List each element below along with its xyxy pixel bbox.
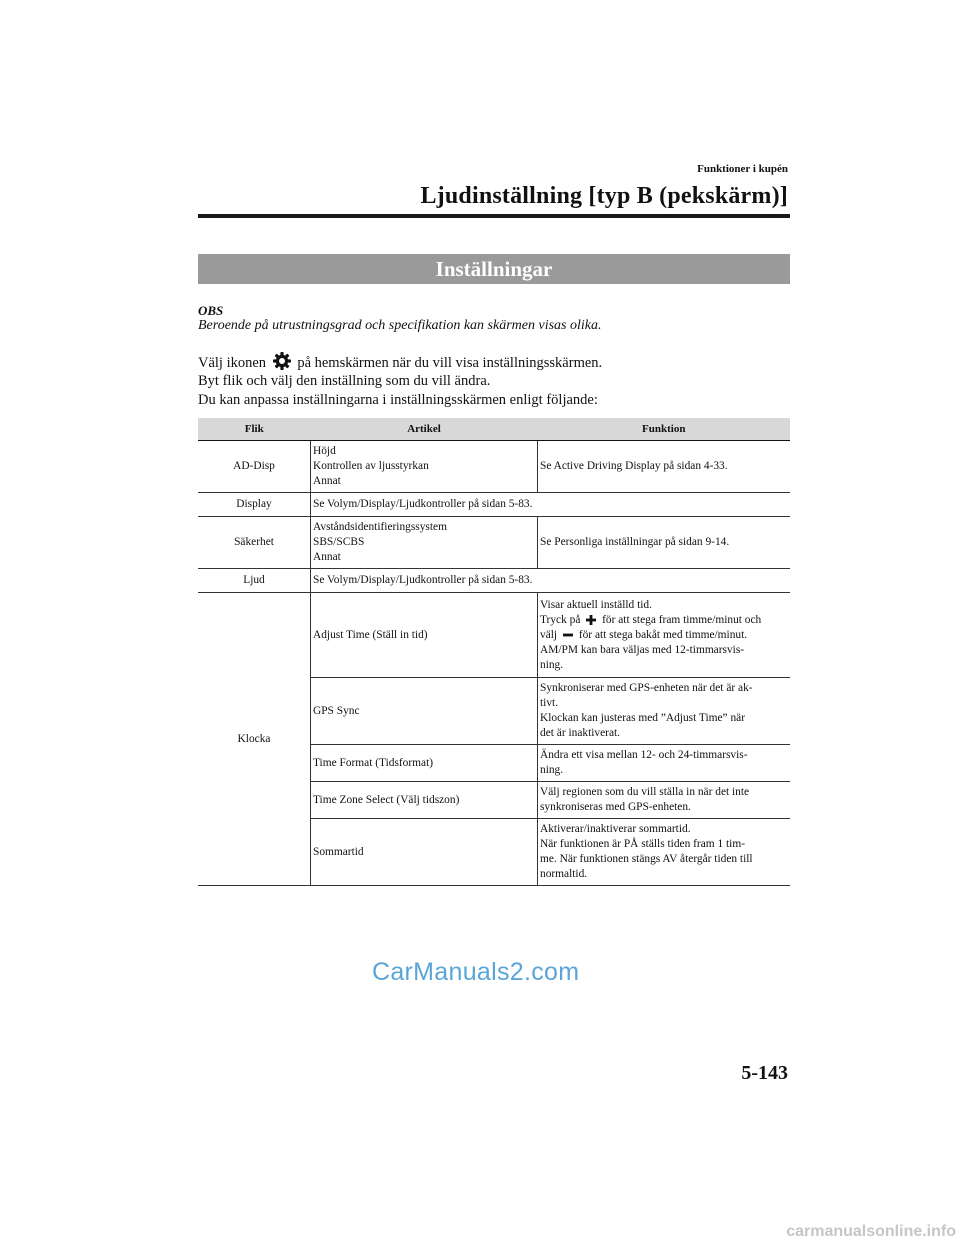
- artikel-item: Kontrollen av ljusstyrkan: [313, 460, 429, 472]
- funktion-cell: [538, 593, 791, 678]
- funktion-text: välj: [540, 628, 558, 641]
- watermark-logo: CarManuals2.com: [372, 958, 580, 986]
- intro-line-1-start: Välj ikonen: [198, 355, 267, 371]
- header-artikel: Artikel: [311, 418, 538, 441]
- artikel-cell: Sommartid: [311, 819, 538, 886]
- artikel-cell: [311, 517, 538, 569]
- merged-cell: Se Volym/Display/Ljudkontroller på sidan 5-83.: [311, 493, 791, 517]
- funktion-line: ning.: [540, 658, 564, 671]
- funktion-text: för att stega bakåt med timme/minut.: [578, 628, 748, 641]
- header-rule: [198, 214, 790, 218]
- settings-gear-icon: [272, 351, 292, 371]
- funktion-line: Aktiverar/inaktiverar sommartid.: [540, 823, 691, 835]
- page-number: 5-143: [741, 1062, 788, 1084]
- table-row: [198, 517, 790, 569]
- table-header-row: [198, 418, 790, 441]
- funktion-cell: Se Personliga inställningar på sidan 9-14.: [538, 517, 791, 569]
- table-row: [198, 569, 790, 593]
- artikel-item: Annat: [313, 475, 341, 487]
- flik-cell: Säkerhet: [198, 517, 311, 569]
- funktion-line: me. När funktionen stängs AV återgår tiden till: [540, 853, 753, 865]
- intro-line-2: Byt flik och välj den inställning som du vill ändra.: [198, 373, 491, 389]
- funktion-line: det är inaktiverat.: [540, 727, 621, 739]
- artikel-item: Höjd: [313, 445, 336, 457]
- artikel-item: Annat: [313, 551, 341, 563]
- funktion-line: Välj regionen som du vill ställa in när det inte: [540, 786, 750, 798]
- running-header-section: Funktioner i kupén: [697, 163, 788, 175]
- merged-cell: Se Volym/Display/Ljudkontroller på sidan 5-83.: [311, 569, 791, 593]
- table-row: [198, 593, 790, 678]
- table-row: [198, 493, 790, 517]
- funktion-text: Tryck på: [540, 613, 581, 626]
- table-row: [198, 441, 790, 493]
- intro-line-1: [198, 351, 602, 372]
- header-funktion: Funktion: [538, 418, 791, 441]
- flik-cell: Ljud: [198, 569, 311, 593]
- funktion-line: Ändra ett visa mellan 12- och 24-timmarsvis-: [540, 749, 748, 761]
- intro-line-1-end: på hemskärmen när du vill visa inställningsskärmen.: [297, 355, 603, 371]
- artikel-cell: [311, 441, 538, 493]
- funktion-line: synkroniseras med GPS-enheten.: [540, 801, 691, 813]
- plus-icon: [586, 615, 596, 625]
- funktion-cell: [538, 678, 791, 745]
- footer-site-watermark: carmanualsonline.info: [786, 1223, 956, 1240]
- funktion-line: tivt.: [540, 697, 559, 709]
- funktion-line: AM/PM kan bara väljas med 12-timmarsvis-: [540, 643, 745, 656]
- header-flik: Flik: [198, 418, 311, 441]
- funktion-line: [540, 628, 788, 643]
- funktion-cell: [538, 745, 791, 782]
- funktion-line: ning.: [540, 764, 564, 776]
- intro-line-3: Du kan anpassa inställningarna i inställningsskärmen enligt följande:: [198, 392, 598, 408]
- funktion-text: för att stega fram timme/minut och: [602, 613, 762, 626]
- funktion-line: När funktionen är PÅ ställs tiden fram 1 tim-: [540, 838, 745, 850]
- artikel-cell: GPS Sync: [311, 678, 538, 745]
- flik-cell: Display: [198, 493, 311, 517]
- note-text: Beroende på utrustningsgrad och specifikation kan skärmen visas olika.: [198, 318, 602, 333]
- artikel-cell: Adjust Time (Ställ in tid): [311, 593, 538, 678]
- flik-cell: AD-Disp: [198, 441, 311, 493]
- artikel-cell: Time Zone Select (Välj tidszon): [311, 782, 538, 819]
- funktion-line: Synkroniserar med GPS-enheten när det är ak-: [540, 682, 753, 694]
- funktion-line: normaltid.: [540, 868, 588, 880]
- funktion-line: [540, 613, 788, 628]
- artikel-cell: Time Format (Tidsformat): [311, 745, 538, 782]
- funktion-cell: [538, 819, 791, 886]
- artikel-item: SBS/SCBS: [313, 536, 365, 548]
- page-title: Ljudinställning [typ B (pekskärm)]: [420, 183, 788, 209]
- funktion-line: Visar aktuell inställd tid.: [540, 598, 652, 611]
- flik-cell: Klocka: [198, 593, 311, 886]
- funktion-cell: Se Active Driving Display på sidan 4-33.: [538, 441, 791, 493]
- funktion-line: Klockan kan justeras med ”Adjust Time” när: [540, 712, 745, 724]
- settings-table: [198, 418, 790, 886]
- funktion-cell: [538, 782, 791, 819]
- artikel-item: Avståndsidentifieringssystem: [313, 521, 447, 533]
- minus-icon: [563, 630, 573, 640]
- section-heading: Inställningar: [198, 254, 790, 284]
- note-label: OBS: [198, 303, 224, 318]
